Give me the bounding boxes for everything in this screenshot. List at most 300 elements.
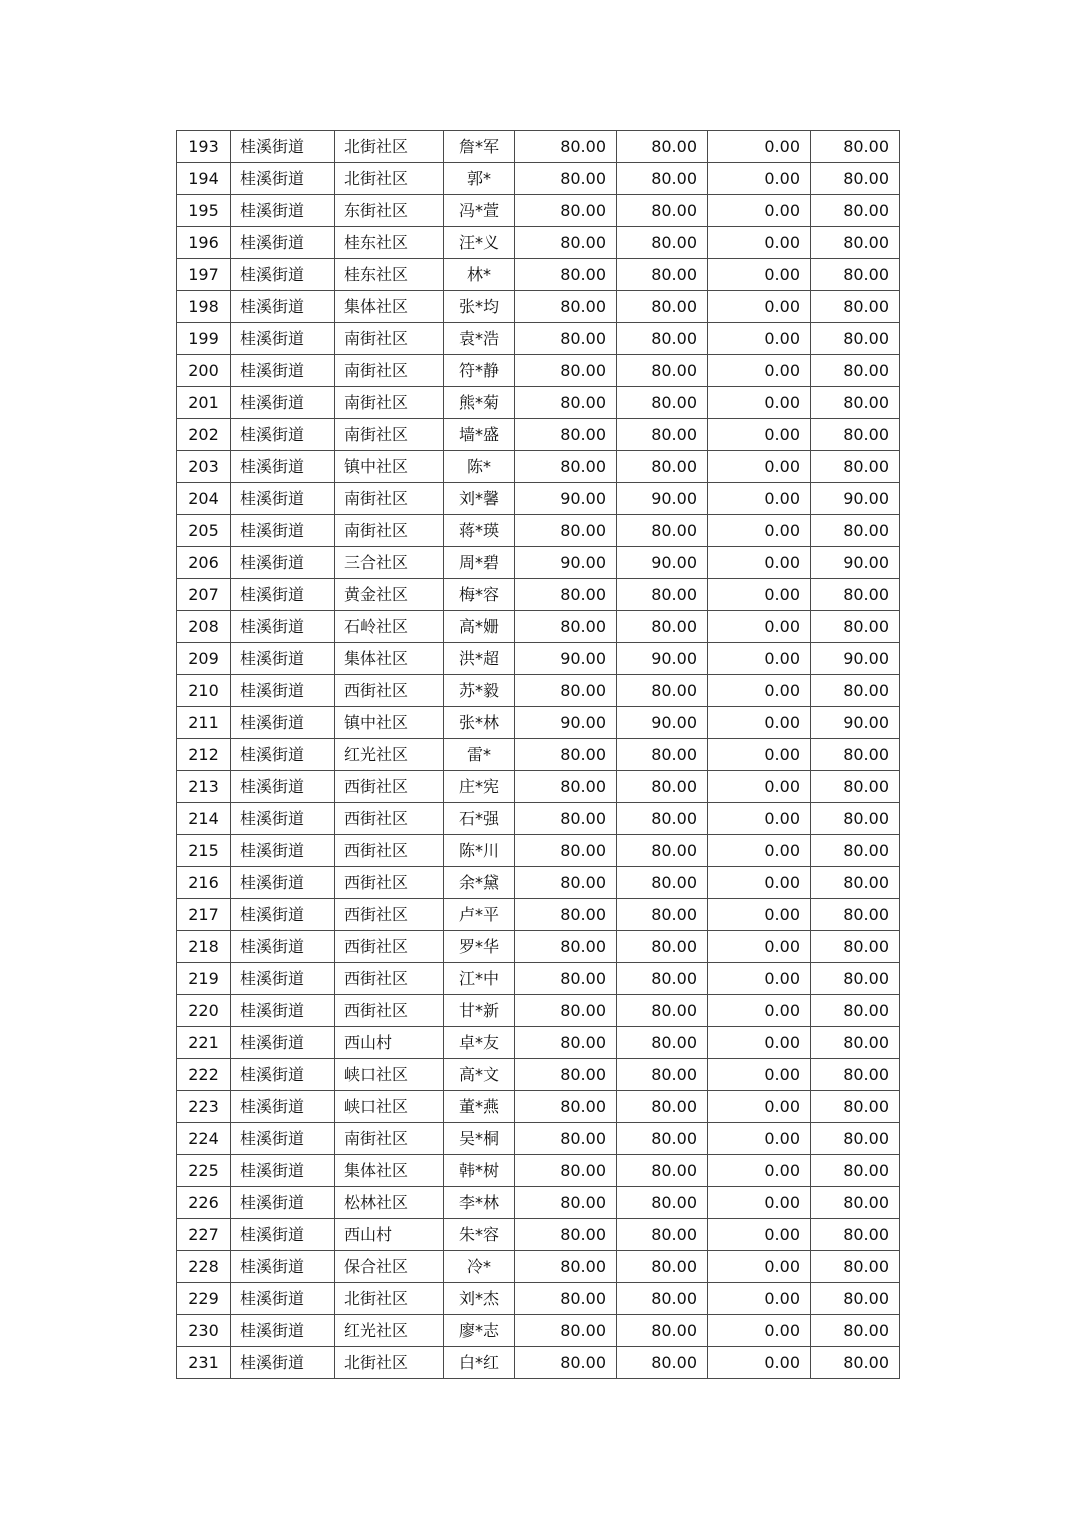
community-cell: 西街社区	[335, 867, 444, 899]
table-row	[177, 1187, 900, 1219]
community-cell: 西街社区	[335, 835, 444, 867]
row-index-cell: 210	[177, 675, 231, 707]
name-cell: 吴*桐	[444, 1123, 515, 1155]
amount-cell-2: 80.00	[617, 163, 708, 195]
row-index-cell: 194	[177, 163, 231, 195]
amount-cell-4: 80.00	[811, 515, 900, 547]
street-cell: 桂溪街道	[231, 547, 335, 579]
street-cell: 桂溪街道	[231, 1059, 335, 1091]
street-cell: 桂溪街道	[231, 643, 335, 675]
table-row	[177, 771, 900, 803]
amount-cell-2: 80.00	[617, 131, 708, 163]
name-cell: 朱*容	[444, 1219, 515, 1251]
name-cell: 白*红	[444, 1347, 515, 1379]
amount-cell-1: 80.00	[515, 227, 617, 259]
table-row	[177, 547, 900, 579]
row-index-cell: 220	[177, 995, 231, 1027]
amount-cell-4: 80.00	[811, 131, 900, 163]
amount-cell-1: 80.00	[515, 451, 617, 483]
table-row	[177, 355, 900, 387]
row-index-cell: 213	[177, 771, 231, 803]
table-row	[177, 931, 900, 963]
amount-cell-2: 80.00	[617, 867, 708, 899]
amount-cell-4: 80.00	[811, 611, 900, 643]
street-cell: 桂溪街道	[231, 931, 335, 963]
amount-cell-1: 80.00	[515, 1251, 617, 1283]
street-cell: 桂溪街道	[231, 739, 335, 771]
name-cell: 韩*树	[444, 1155, 515, 1187]
amount-cell-3: 0.00	[708, 1347, 811, 1379]
amount-cell-4: 80.00	[811, 1027, 900, 1059]
table-body	[177, 131, 900, 1379]
amount-cell-2: 80.00	[617, 835, 708, 867]
amount-cell-4: 80.00	[811, 259, 900, 291]
amount-cell-2: 80.00	[617, 899, 708, 931]
amount-cell-4: 80.00	[811, 195, 900, 227]
amount-cell-4: 80.00	[811, 387, 900, 419]
name-cell: 庄*宪	[444, 771, 515, 803]
amount-cell-4: 80.00	[811, 1155, 900, 1187]
street-cell: 桂溪街道	[231, 707, 335, 739]
row-index-cell: 221	[177, 1027, 231, 1059]
community-cell: 石岭社区	[335, 611, 444, 643]
amount-cell-1: 80.00	[515, 835, 617, 867]
amount-cell-1: 80.00	[515, 995, 617, 1027]
amount-cell-3: 0.00	[708, 1283, 811, 1315]
amount-cell-4: 80.00	[811, 1187, 900, 1219]
name-cell: 石*强	[444, 803, 515, 835]
amount-cell-2: 80.00	[617, 259, 708, 291]
name-cell: 卢*平	[444, 899, 515, 931]
amount-cell-2: 90.00	[617, 483, 708, 515]
amount-cell-1: 80.00	[515, 899, 617, 931]
amount-cell-3: 0.00	[708, 1123, 811, 1155]
amount-cell-2: 80.00	[617, 1091, 708, 1123]
amount-cell-1: 80.00	[515, 1059, 617, 1091]
amount-cell-3: 0.00	[708, 387, 811, 419]
community-cell: 南街社区	[335, 323, 444, 355]
amount-cell-3: 0.00	[708, 291, 811, 323]
amount-cell-1: 90.00	[515, 643, 617, 675]
row-index-cell: 226	[177, 1187, 231, 1219]
row-index-cell: 204	[177, 483, 231, 515]
amount-cell-4: 90.00	[811, 483, 900, 515]
amount-cell-1: 80.00	[515, 515, 617, 547]
amount-cell-1: 80.00	[515, 387, 617, 419]
table-row	[177, 483, 900, 515]
community-cell: 西街社区	[335, 899, 444, 931]
table-row	[177, 707, 900, 739]
amount-cell-2: 80.00	[617, 1347, 708, 1379]
street-cell: 桂溪街道	[231, 1219, 335, 1251]
amount-cell-1: 80.00	[515, 355, 617, 387]
row-index-cell: 206	[177, 547, 231, 579]
row-index-cell: 229	[177, 1283, 231, 1315]
name-cell: 高*姗	[444, 611, 515, 643]
name-cell: 蒋*瑛	[444, 515, 515, 547]
amount-cell-4: 80.00	[811, 963, 900, 995]
row-index-cell: 214	[177, 803, 231, 835]
street-cell: 桂溪街道	[231, 675, 335, 707]
amount-cell-1: 80.00	[515, 1027, 617, 1059]
community-cell: 保合社区	[335, 1251, 444, 1283]
row-index-cell: 222	[177, 1059, 231, 1091]
amount-cell-4: 90.00	[811, 643, 900, 675]
community-cell: 三合社区	[335, 547, 444, 579]
community-cell: 西街社区	[335, 675, 444, 707]
amount-cell-1: 80.00	[515, 323, 617, 355]
name-cell: 张*均	[444, 291, 515, 323]
community-cell: 峡口社区	[335, 1091, 444, 1123]
amount-cell-1: 80.00	[515, 675, 617, 707]
name-cell: 廖*志	[444, 1315, 515, 1347]
community-cell: 西山村	[335, 1219, 444, 1251]
community-cell: 南街社区	[335, 419, 444, 451]
amount-cell-1: 80.00	[515, 1315, 617, 1347]
name-cell: 郭*	[444, 163, 515, 195]
name-cell: 雷*	[444, 739, 515, 771]
amount-cell-2: 80.00	[617, 451, 708, 483]
row-index-cell: 227	[177, 1219, 231, 1251]
table-row	[177, 739, 900, 771]
name-cell: 张*林	[444, 707, 515, 739]
amount-cell-2: 80.00	[617, 1059, 708, 1091]
row-index-cell: 196	[177, 227, 231, 259]
community-cell: 东街社区	[335, 195, 444, 227]
amount-cell-3: 0.00	[708, 611, 811, 643]
street-cell: 桂溪街道	[231, 355, 335, 387]
amount-cell-2: 80.00	[617, 579, 708, 611]
amount-cell-1: 80.00	[515, 259, 617, 291]
name-cell: 冯*萱	[444, 195, 515, 227]
amount-cell-4: 80.00	[811, 803, 900, 835]
row-index-cell: 207	[177, 579, 231, 611]
street-cell: 桂溪街道	[231, 291, 335, 323]
amount-cell-3: 0.00	[708, 835, 811, 867]
table-row	[177, 227, 900, 259]
amount-cell-3: 0.00	[708, 707, 811, 739]
row-index-cell: 224	[177, 1123, 231, 1155]
community-cell: 西街社区	[335, 803, 444, 835]
table-row	[177, 419, 900, 451]
table-row	[177, 1315, 900, 1347]
street-cell: 桂溪街道	[231, 611, 335, 643]
amount-cell-3: 0.00	[708, 1027, 811, 1059]
community-cell: 桂东社区	[335, 259, 444, 291]
community-cell: 南街社区	[335, 387, 444, 419]
street-cell: 桂溪街道	[231, 1155, 335, 1187]
table-row	[177, 451, 900, 483]
amount-cell-4: 80.00	[811, 1123, 900, 1155]
table-row	[177, 1123, 900, 1155]
amount-cell-1: 80.00	[515, 1123, 617, 1155]
row-index-cell: 199	[177, 323, 231, 355]
amount-cell-1: 90.00	[515, 707, 617, 739]
amount-cell-3: 0.00	[708, 867, 811, 899]
amount-cell-2: 90.00	[617, 547, 708, 579]
amount-cell-4: 80.00	[811, 1219, 900, 1251]
amount-cell-3: 0.00	[708, 1187, 811, 1219]
table-row	[177, 259, 900, 291]
name-cell: 墙*盛	[444, 419, 515, 451]
row-index-cell: 231	[177, 1347, 231, 1379]
amount-cell-4: 80.00	[811, 771, 900, 803]
table-row	[177, 1251, 900, 1283]
amount-cell-1: 80.00	[515, 771, 617, 803]
amount-cell-2: 80.00	[617, 611, 708, 643]
name-cell: 汪*义	[444, 227, 515, 259]
row-index-cell: 211	[177, 707, 231, 739]
amount-cell-1: 80.00	[515, 1155, 617, 1187]
amount-cell-2: 90.00	[617, 643, 708, 675]
table-row	[177, 835, 900, 867]
amount-cell-4: 80.00	[811, 1283, 900, 1315]
amount-cell-3: 0.00	[708, 1059, 811, 1091]
amount-cell-2: 80.00	[617, 195, 708, 227]
amount-cell-3: 0.00	[708, 355, 811, 387]
amount-cell-3: 0.00	[708, 1155, 811, 1187]
name-cell: 卓*友	[444, 1027, 515, 1059]
community-cell: 镇中社区	[335, 451, 444, 483]
data-table	[176, 130, 900, 1379]
row-index-cell: 193	[177, 131, 231, 163]
name-cell: 江*中	[444, 963, 515, 995]
table-row	[177, 1027, 900, 1059]
row-index-cell: 200	[177, 355, 231, 387]
table-row	[177, 611, 900, 643]
amount-cell-1: 80.00	[515, 1187, 617, 1219]
amount-cell-3: 0.00	[708, 1219, 811, 1251]
row-index-cell: 223	[177, 1091, 231, 1123]
amount-cell-2: 80.00	[617, 995, 708, 1027]
table-row	[177, 963, 900, 995]
street-cell: 桂溪街道	[231, 227, 335, 259]
community-cell: 红光社区	[335, 739, 444, 771]
name-cell: 李*林	[444, 1187, 515, 1219]
street-cell: 桂溪街道	[231, 1091, 335, 1123]
amount-cell-4: 80.00	[811, 899, 900, 931]
amount-cell-4: 80.00	[811, 1347, 900, 1379]
amount-cell-3: 0.00	[708, 579, 811, 611]
amount-cell-4: 80.00	[811, 675, 900, 707]
community-cell: 北街社区	[335, 1347, 444, 1379]
street-cell: 桂溪街道	[231, 803, 335, 835]
amount-cell-3: 0.00	[708, 163, 811, 195]
row-index-cell: 215	[177, 835, 231, 867]
name-cell: 洪*超	[444, 643, 515, 675]
street-cell: 桂溪街道	[231, 835, 335, 867]
name-cell: 刘*馨	[444, 483, 515, 515]
amount-cell-1: 80.00	[515, 931, 617, 963]
name-cell: 甘*新	[444, 995, 515, 1027]
amount-cell-1: 80.00	[515, 163, 617, 195]
table-row	[177, 1283, 900, 1315]
community-cell: 集体社区	[335, 643, 444, 675]
amount-cell-4: 80.00	[811, 451, 900, 483]
community-cell: 集体社区	[335, 291, 444, 323]
amount-cell-2: 80.00	[617, 931, 708, 963]
table-row	[177, 1347, 900, 1379]
street-cell: 桂溪街道	[231, 1347, 335, 1379]
street-cell: 桂溪街道	[231, 483, 335, 515]
amount-cell-2: 80.00	[617, 227, 708, 259]
amount-cell-1: 80.00	[515, 291, 617, 323]
amount-cell-1: 80.00	[515, 1091, 617, 1123]
amount-cell-1: 80.00	[515, 611, 617, 643]
street-cell: 桂溪街道	[231, 387, 335, 419]
name-cell: 周*碧	[444, 547, 515, 579]
table-row	[177, 995, 900, 1027]
community-cell: 南街社区	[335, 515, 444, 547]
amount-cell-4: 80.00	[811, 995, 900, 1027]
amount-cell-2: 80.00	[617, 387, 708, 419]
row-index-cell: 228	[177, 1251, 231, 1283]
community-cell: 桂东社区	[335, 227, 444, 259]
amount-cell-2: 80.00	[617, 963, 708, 995]
street-cell: 桂溪街道	[231, 899, 335, 931]
street-cell: 桂溪街道	[231, 1251, 335, 1283]
amount-cell-4: 80.00	[811, 1251, 900, 1283]
amount-cell-1: 80.00	[515, 195, 617, 227]
table-row	[177, 515, 900, 547]
street-cell: 桂溪街道	[231, 195, 335, 227]
row-index-cell: 208	[177, 611, 231, 643]
community-cell: 峡口社区	[335, 1059, 444, 1091]
table-row	[177, 579, 900, 611]
amount-cell-4: 80.00	[811, 579, 900, 611]
amount-cell-3: 0.00	[708, 643, 811, 675]
row-index-cell: 205	[177, 515, 231, 547]
row-index-cell: 212	[177, 739, 231, 771]
name-cell: 高*文	[444, 1059, 515, 1091]
amount-cell-4: 80.00	[811, 227, 900, 259]
amount-cell-3: 0.00	[708, 771, 811, 803]
name-cell: 冷*	[444, 1251, 515, 1283]
table-row	[177, 899, 900, 931]
street-cell: 桂溪街道	[231, 1123, 335, 1155]
street-cell: 桂溪街道	[231, 579, 335, 611]
table-row	[177, 1155, 900, 1187]
name-cell: 袁*浩	[444, 323, 515, 355]
amount-cell-4: 80.00	[811, 419, 900, 451]
street-cell: 桂溪街道	[231, 867, 335, 899]
street-cell: 桂溪街道	[231, 163, 335, 195]
table-row	[177, 1091, 900, 1123]
street-cell: 桂溪街道	[231, 451, 335, 483]
amount-cell-3: 0.00	[708, 675, 811, 707]
table-row	[177, 675, 900, 707]
amount-cell-1: 90.00	[515, 547, 617, 579]
amount-cell-1: 80.00	[515, 579, 617, 611]
row-index-cell: 198	[177, 291, 231, 323]
street-cell: 桂溪街道	[231, 771, 335, 803]
street-cell: 桂溪街道	[231, 1187, 335, 1219]
community-cell: 西街社区	[335, 963, 444, 995]
amount-cell-3: 0.00	[708, 419, 811, 451]
name-cell: 陈*	[444, 451, 515, 483]
street-cell: 桂溪街道	[231, 323, 335, 355]
amount-cell-2: 80.00	[617, 739, 708, 771]
row-index-cell: 195	[177, 195, 231, 227]
amount-cell-4: 80.00	[811, 739, 900, 771]
amount-cell-4: 80.00	[811, 867, 900, 899]
table-row	[177, 387, 900, 419]
street-cell: 桂溪街道	[231, 1315, 335, 1347]
amount-cell-3: 0.00	[708, 931, 811, 963]
amount-cell-2: 80.00	[617, 291, 708, 323]
amount-cell-3: 0.00	[708, 1315, 811, 1347]
amount-cell-3: 0.00	[708, 1251, 811, 1283]
community-cell: 黄金社区	[335, 579, 444, 611]
name-cell: 林*	[444, 259, 515, 291]
community-cell: 南街社区	[335, 1123, 444, 1155]
amount-cell-2: 80.00	[617, 1187, 708, 1219]
amount-cell-2: 80.00	[617, 1027, 708, 1059]
table-row	[177, 1219, 900, 1251]
table-row	[177, 643, 900, 675]
amount-cell-2: 80.00	[617, 1155, 708, 1187]
amount-cell-1: 90.00	[515, 483, 617, 515]
row-index-cell: 209	[177, 643, 231, 675]
community-cell: 松林社区	[335, 1187, 444, 1219]
amount-cell-3: 0.00	[708, 995, 811, 1027]
amount-cell-3: 0.00	[708, 131, 811, 163]
amount-cell-1: 80.00	[515, 803, 617, 835]
amount-cell-3: 0.00	[708, 1091, 811, 1123]
amount-cell-3: 0.00	[708, 739, 811, 771]
amount-cell-2: 80.00	[617, 675, 708, 707]
name-cell: 符*静	[444, 355, 515, 387]
amount-cell-2: 80.00	[617, 1251, 708, 1283]
amount-cell-2: 90.00	[617, 707, 708, 739]
amount-cell-3: 0.00	[708, 227, 811, 259]
name-cell: 刘*杰	[444, 1283, 515, 1315]
name-cell: 詹*军	[444, 131, 515, 163]
row-index-cell: 202	[177, 419, 231, 451]
table-row	[177, 1059, 900, 1091]
community-cell: 西山村	[335, 1027, 444, 1059]
amount-cell-1: 80.00	[515, 1283, 617, 1315]
community-cell: 北街社区	[335, 131, 444, 163]
amount-cell-2: 80.00	[617, 803, 708, 835]
amount-cell-1: 80.00	[515, 131, 617, 163]
street-cell: 桂溪街道	[231, 419, 335, 451]
table-row	[177, 323, 900, 355]
name-cell: 熊*菊	[444, 387, 515, 419]
table-row	[177, 195, 900, 227]
row-index-cell: 230	[177, 1315, 231, 1347]
amount-cell-3: 0.00	[708, 483, 811, 515]
amount-cell-2: 80.00	[617, 355, 708, 387]
community-cell: 西街社区	[335, 771, 444, 803]
street-cell: 桂溪街道	[231, 259, 335, 291]
row-index-cell: 201	[177, 387, 231, 419]
amount-cell-1: 80.00	[515, 739, 617, 771]
row-index-cell: 216	[177, 867, 231, 899]
community-cell: 北街社区	[335, 163, 444, 195]
amount-cell-4: 90.00	[811, 707, 900, 739]
amount-cell-3: 0.00	[708, 963, 811, 995]
community-cell: 集体社区	[335, 1155, 444, 1187]
amount-cell-1: 80.00	[515, 1219, 617, 1251]
amount-cell-2: 80.00	[617, 1219, 708, 1251]
name-cell: 罗*华	[444, 931, 515, 963]
amount-cell-1: 80.00	[515, 1347, 617, 1379]
community-cell: 北街社区	[335, 1283, 444, 1315]
table-row	[177, 163, 900, 195]
amount-cell-3: 0.00	[708, 515, 811, 547]
amount-cell-4: 80.00	[811, 323, 900, 355]
